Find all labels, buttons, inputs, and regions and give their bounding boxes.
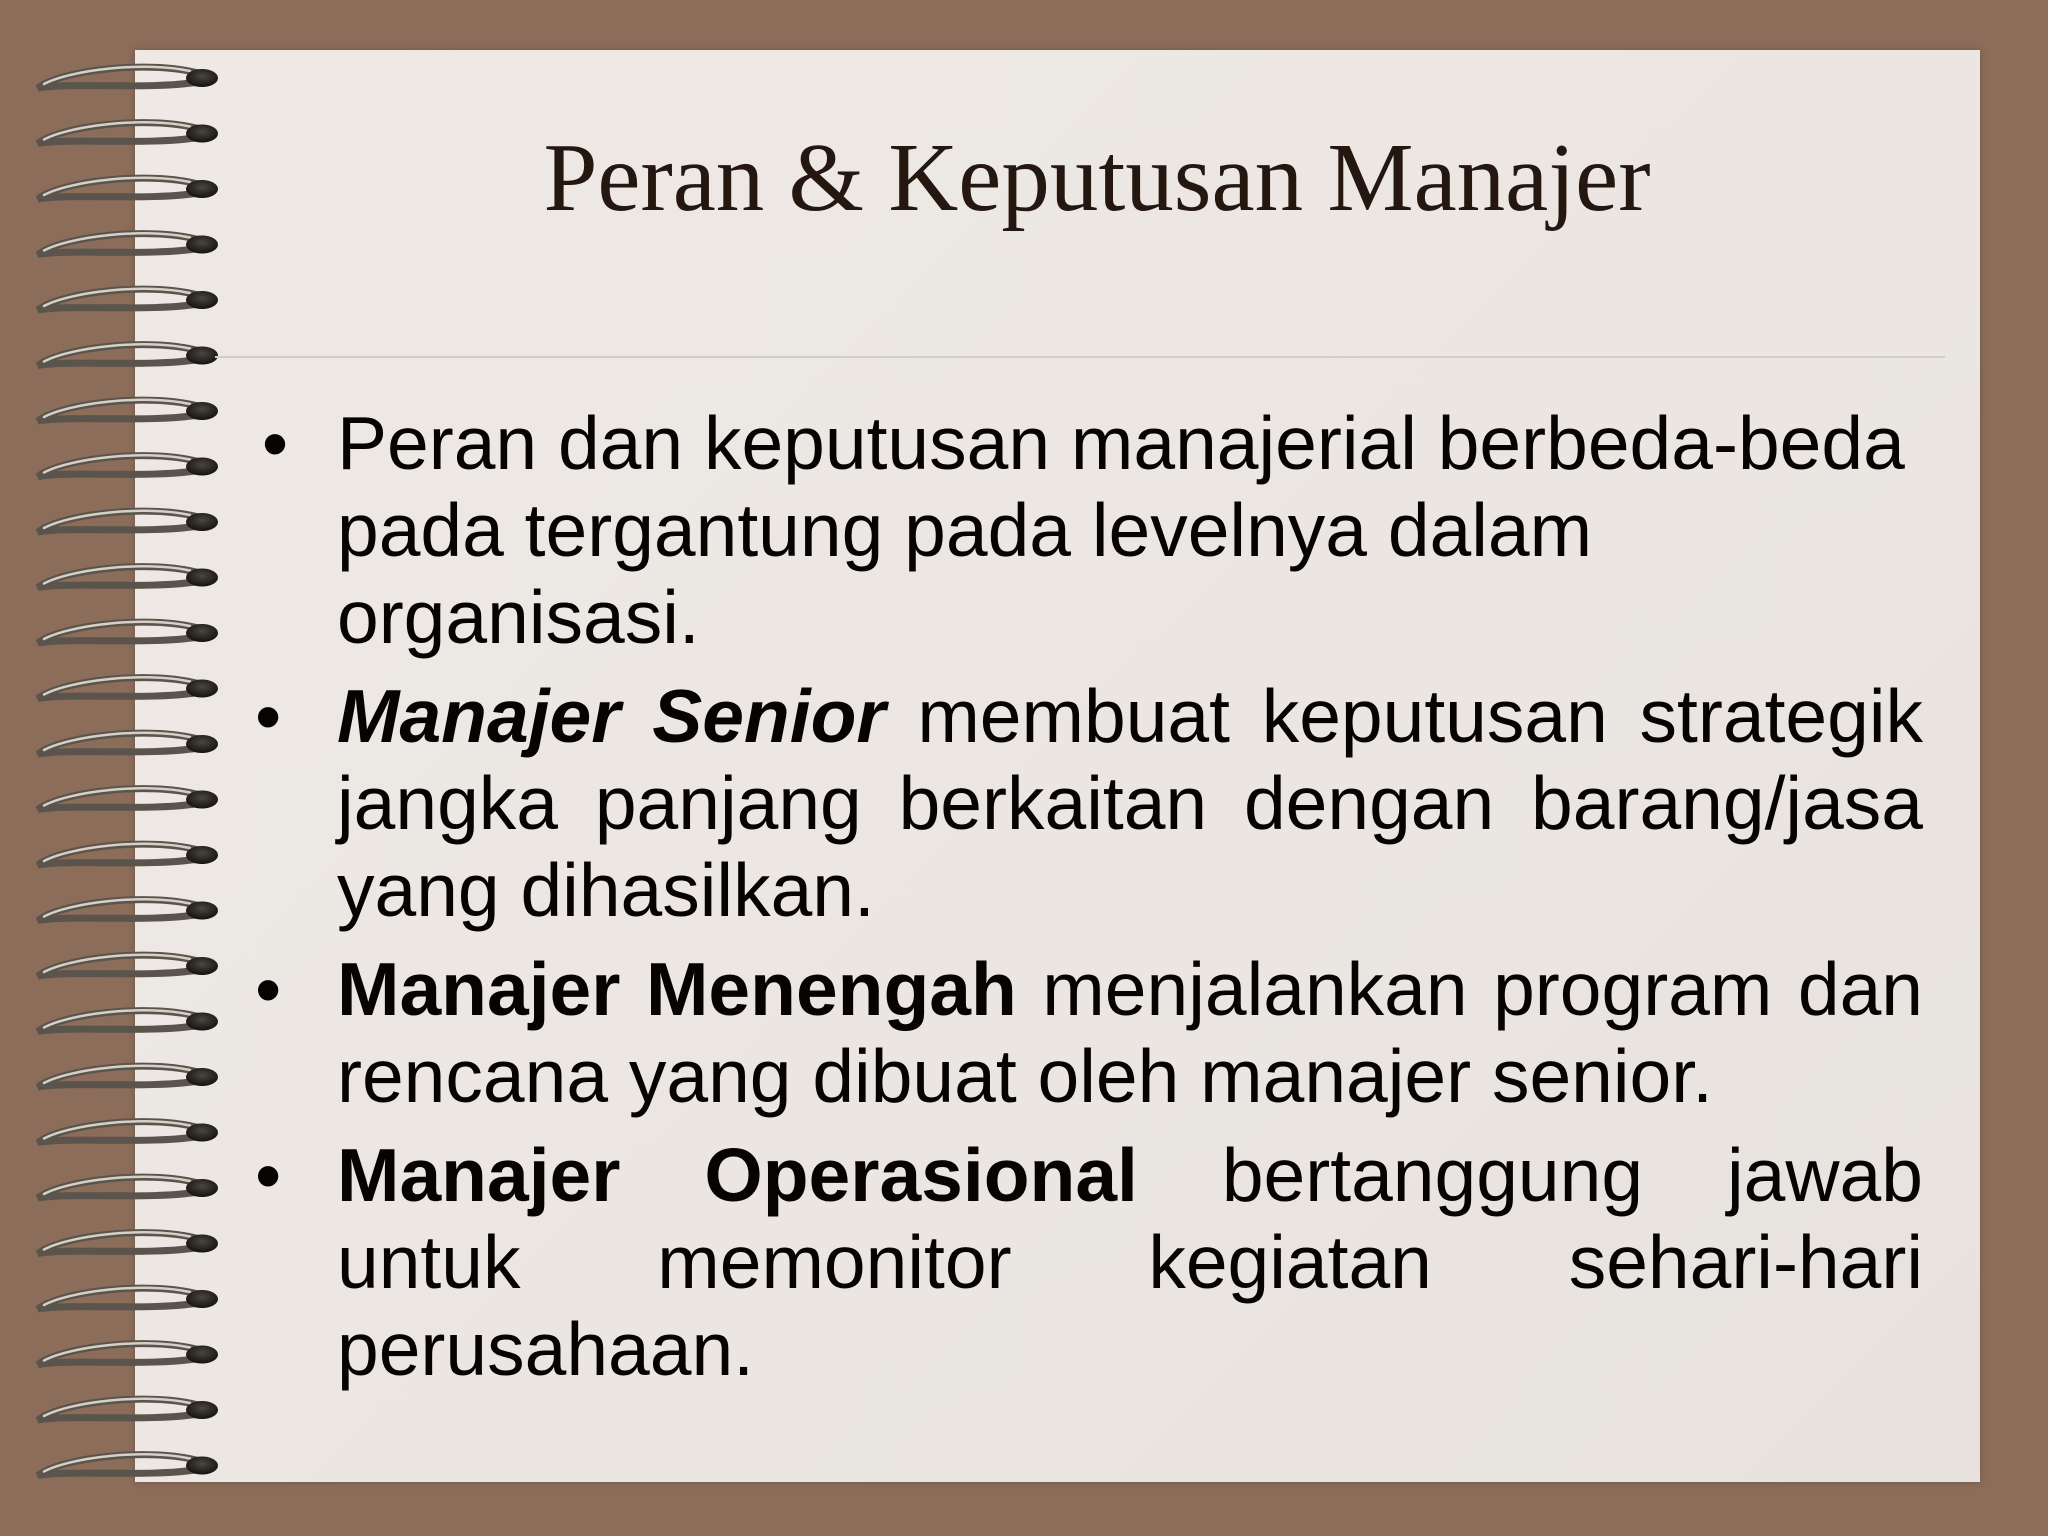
spiral-coil <box>38 1177 218 1198</box>
spiral-coil <box>38 344 218 365</box>
bullet-text: menjalankan program dan rencana yang dibuat oleh manajer senior. <box>337 947 1923 1118</box>
spiral-coil <box>38 1066 218 1087</box>
spiral-coil <box>38 1121 218 1142</box>
bullet-icon: • <box>261 401 289 485</box>
bullet-icon: • <box>255 947 282 1031</box>
spiral-coil <box>38 844 218 865</box>
bullet-text: bertanggung jawab untuk memonitor kegiatan sehari-hari perusahaan. <box>337 1133 1923 1391</box>
list-item <box>255 946 1923 1120</box>
spiral-coil <box>38 1288 218 1309</box>
spiral-coil <box>38 1454 218 1475</box>
spiral-binding-icon <box>30 50 230 1500</box>
spiral-coil <box>38 788 218 809</box>
bullet-icon: • <box>255 1133 282 1217</box>
spiral-coil <box>38 511 218 532</box>
spiral-coil <box>38 733 218 754</box>
spiral-coil <box>38 566 218 587</box>
bullet-term: Manajer Senior <box>337 674 886 758</box>
page-title: Peran & Keputusan Manajer <box>543 124 1651 231</box>
spiral-coil <box>38 955 218 976</box>
spiral-coil <box>38 677 218 698</box>
bullet-list <box>255 400 1923 1405</box>
spiral-coil <box>38 400 218 421</box>
spiral-coil <box>38 1343 218 1364</box>
spiral-coil <box>38 289 218 310</box>
spiral-coil <box>38 1399 218 1420</box>
bullet-icon: • <box>255 674 282 758</box>
spiral-coil <box>38 1010 218 1031</box>
spiral-coil <box>38 1232 218 1253</box>
spiral-coil <box>38 899 218 920</box>
list-item <box>255 673 1923 934</box>
bullet-term: Manajer Menengah <box>337 947 1017 1031</box>
title-divider <box>215 356 1945 358</box>
bullet-text: membuat keputusan strategik jangka panjang berkaitan dengan barang/jasa yang dihasilkan. <box>337 674 1923 932</box>
spiral-coil <box>38 67 218 88</box>
spiral-coil <box>38 622 218 643</box>
bullet-text: Peran dan keputusan manajerial berbeda-beda pada tergantung pada levelnya dalam organisasi. <box>337 401 1905 659</box>
bullet-term: Manajer Operasional <box>337 1133 1138 1217</box>
list-item <box>255 400 1923 661</box>
list-item <box>255 1132 1923 1393</box>
spiral-coil <box>38 455 218 476</box>
